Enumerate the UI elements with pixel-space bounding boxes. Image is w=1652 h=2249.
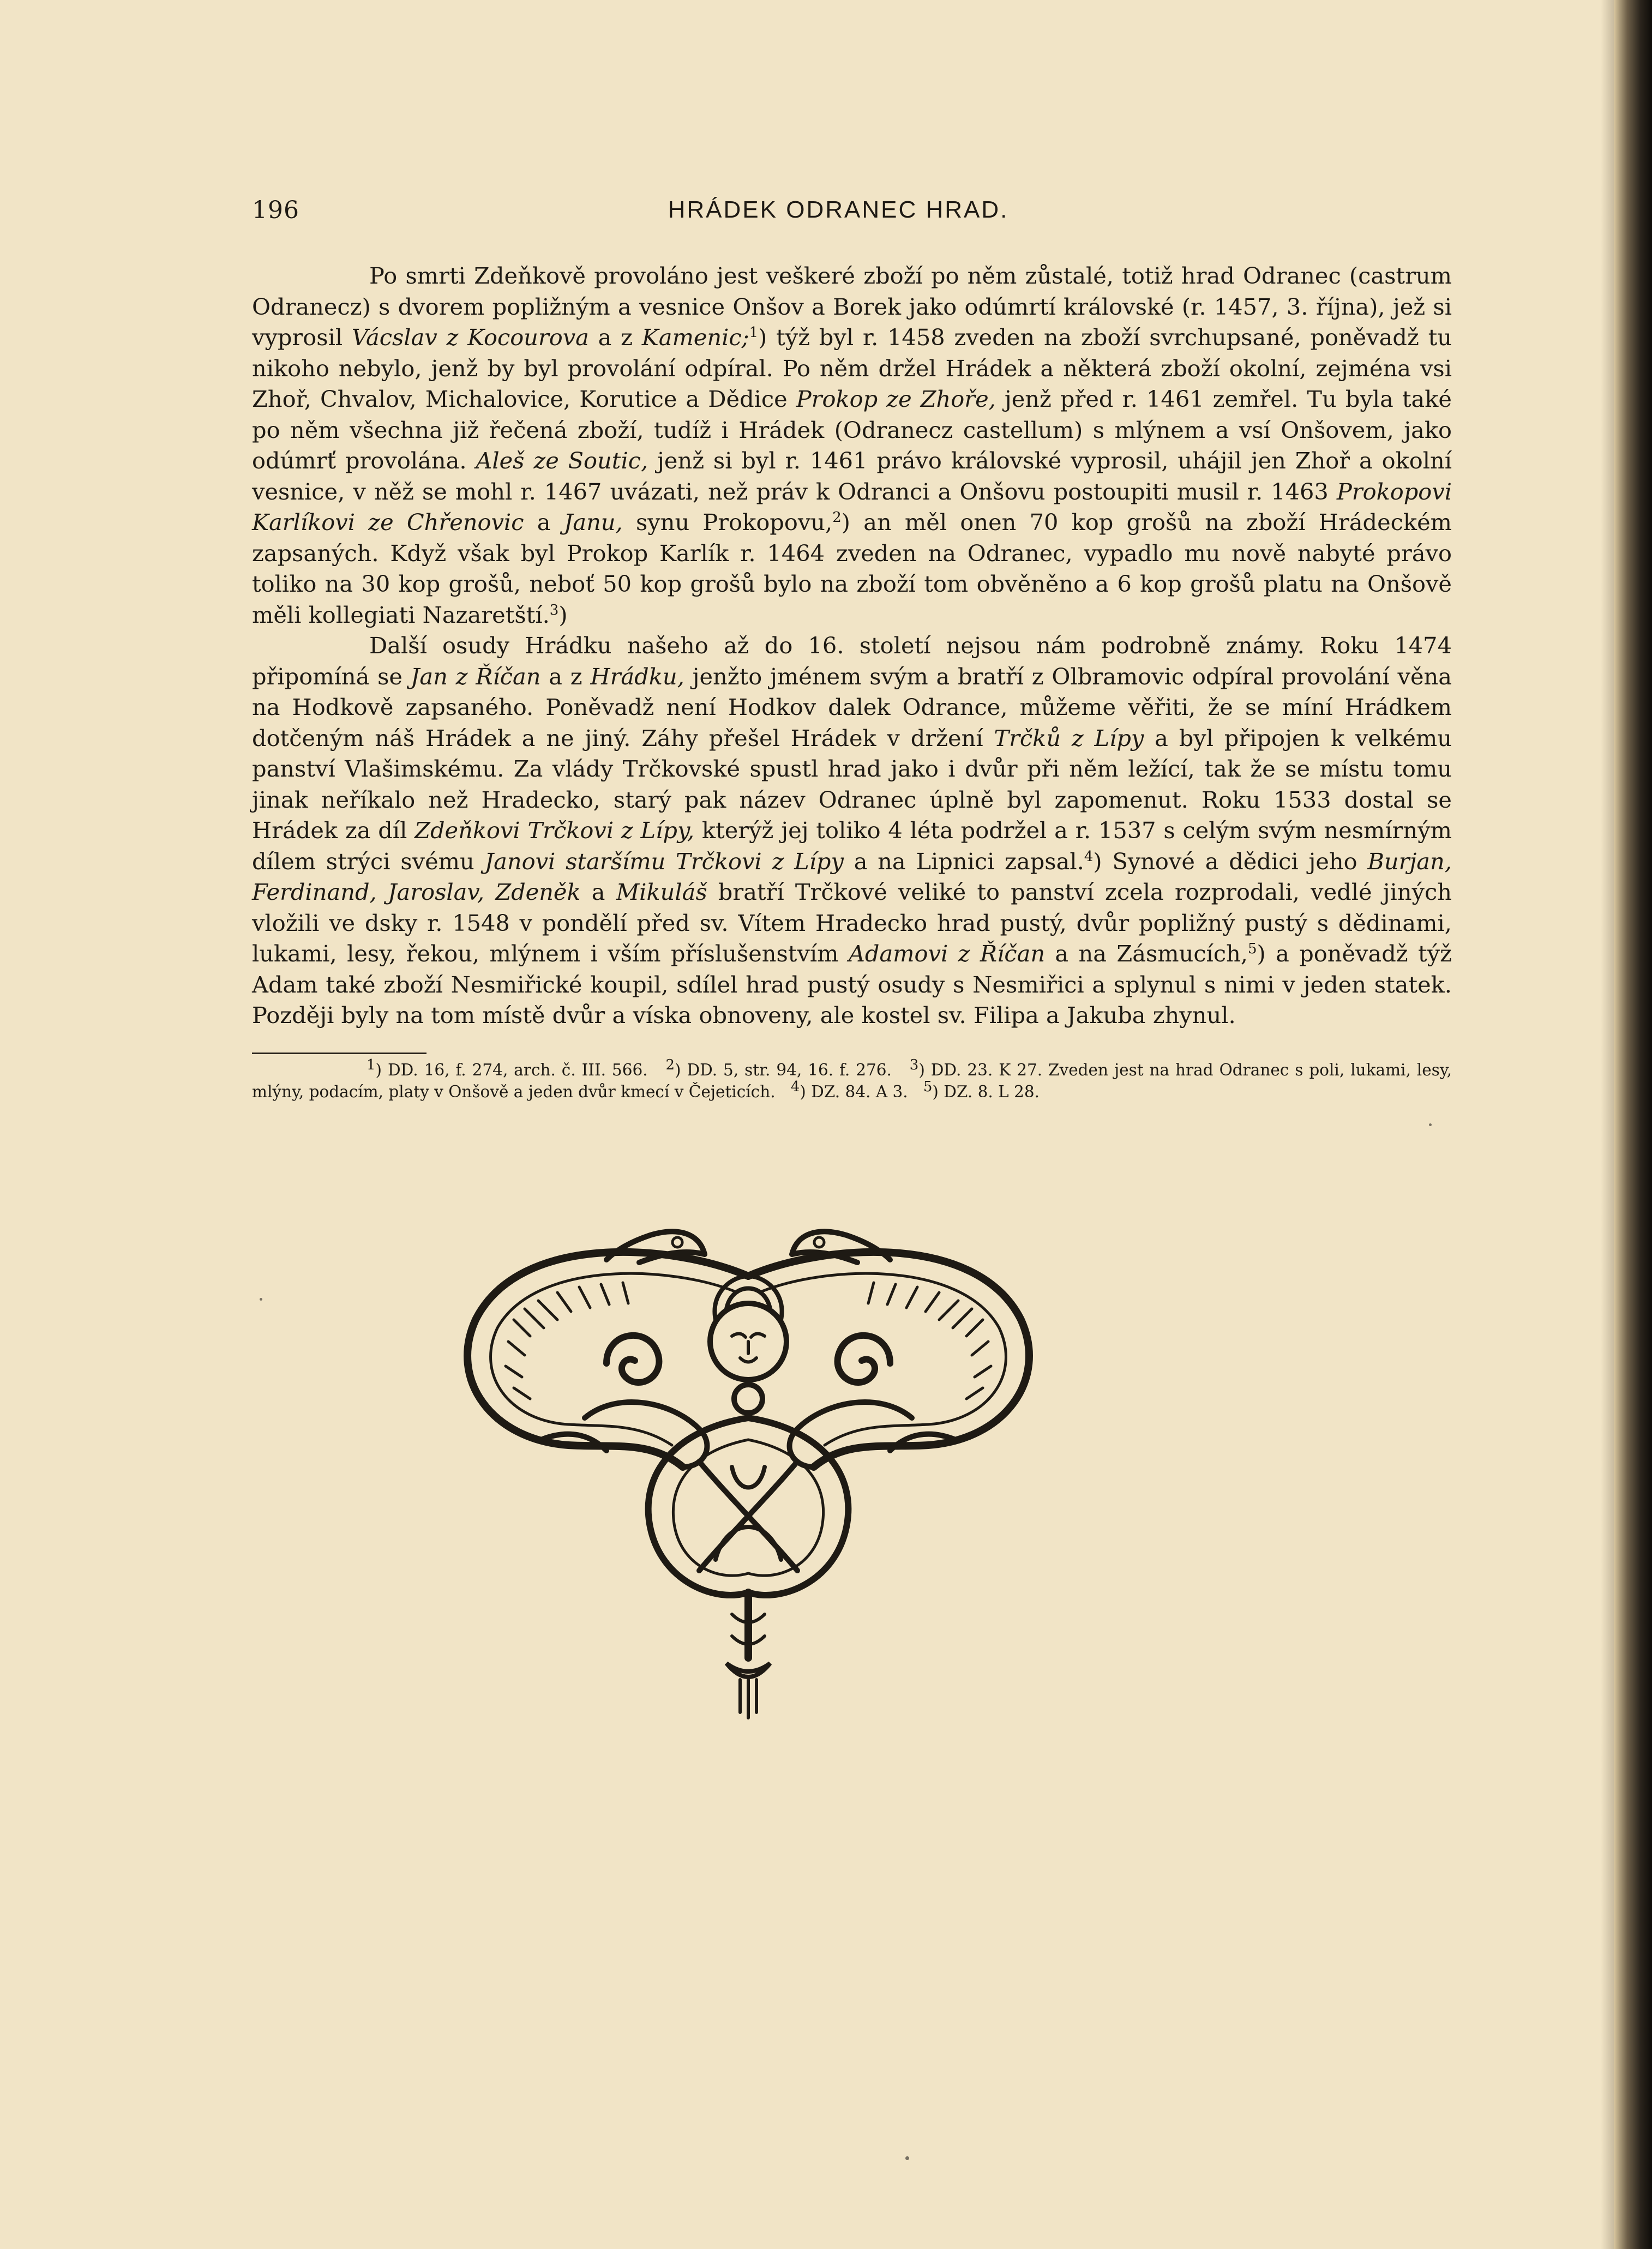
place-name: Kamenic;: [641, 324, 749, 351]
text-run: bratří Trčkové veliké to panství zcela rozprodali, vedlé jiných vložili ve dsky r. 1548 v pondělí před sv. Vítem Hradecko hrad pustý, dvůr popližný pustý s dědinami, lukami, lesy, řekou, mlýnem i vším příslušenstvím: [252, 879, 1452, 967]
footnote-2: ) DD. 5, str. 94, 16. f. 276.: [675, 1061, 892, 1079]
footnote-marker: 2: [665, 1057, 675, 1074]
text-run: kterýž jej toliko 4 léta podržel a r. 1537 s celým svým nesmírným dílem strýci svému: [252, 817, 1452, 875]
person-name: Zdeňkovi Trčkovi z Lípy,: [414, 817, 695, 844]
person-name: Prokop ze Zhoře,: [796, 386, 996, 412]
person-name: Mikuláš: [616, 879, 707, 905]
text-run: a: [580, 879, 616, 905]
person-name: Janovi staršímu Trčkovi z Lípy: [484, 847, 844, 875]
footnote-3: ) DD. 23. K 27. Zveden jest na hrad Odranec s poli, lukami, lesy, mlýny, podacím, platy v Onšově a jeden dvůr kmecí v Čejeticích.: [252, 1061, 1452, 1101]
footnotes: [252, 1059, 1452, 1103]
text-run: a byl připojen k velkému panství Vlašimskému. Za vlády Trčkovské spustl hrad jako i dvůr při něm ležící, tak že se místu tomu jinak neříkalo než Hradecko, starý pak název Odranec úplně byl zapomenut. Roku 1533 dostal se Hrádek za díl: [252, 724, 1452, 844]
person-name: Aleš ze Soutic,: [476, 447, 648, 474]
paper-speck: [905, 2156, 909, 2160]
text-run: ) an měl onen 70 kop grošů na zboží Hrádeckém zapsaných. Když však byl Prokop Karlík r. 1464 zveden na Odranec, vypadlo mu nově nabyté právo toliko na 30 kop grošů, neboť 50 kop grošů bylo na zboží tom obvěněno a 6 kop grošů platu na Onšově měli kollegiati Nazaretští.: [252, 509, 1452, 628]
running-title: HRÁDEK ODRANEC HRAD.: [668, 196, 1009, 223]
paragraph-1: [252, 261, 1452, 630]
text-run: ) týž byl r. 1458 zveden na zboží svrchupsané, poněvadž tu nikoho nebylo, jenž by byl provolání odpíral. Po něm držel Hrádek a některá zboží okolní, zejména vsi Zhoř, Chvalov, Michalovice, Korutice a Dědice: [252, 324, 1452, 412]
footnote-ref: 3: [549, 602, 559, 618]
text-run: Další osudy Hrádku našeho až do 16. století nejsou nám podrobně známy. Roku 1474 připomíná se: [252, 632, 1452, 690]
person-names: Burjan, Ferdinand, Jaroslav, Zdeněk: [252, 847, 1452, 905]
footnote-ref: 1: [749, 324, 759, 341]
paper-speck: [1429, 1123, 1432, 1126]
text-run: jenž si byl r. 1461 právo královské vyprosil, uhájil jen Zhoř a okolní vesnice, v něž se mohl r. 1467 uvázati, než práv k Odranci a Onšovu postoupiti musil r. 1463: [252, 447, 1452, 505]
text-run: a na Zásmucích,: [1045, 940, 1248, 967]
text-run: ) Synové a dědici jeho: [1093, 847, 1368, 875]
page-header: [252, 196, 1425, 240]
footnote-ref: 2: [832, 509, 842, 526]
text-run: jenžto jménem svým a bratří z Olbramovic odpíral provolání věna na Hodkově zapsaného. Poněvadž není Hodkov dalek Odrance, můžeme věřiti, že se míní Hrádkem dotčeným náš Hrádek a ne jiný. Záhy přešel Hrádek v držení: [252, 663, 1452, 751]
paper-speck: [260, 1298, 262, 1301]
text-run: jenž před r. 1461 zemřel. Tu byla také po něm všechna již řečená zboží, tudíž i Hrádek (Odranecz castellum) s mlýnem a vsí Onšovem, jako odúmrť provolána.: [252, 386, 1452, 474]
footnote-ref: 4: [1084, 848, 1094, 865]
text-run: synu Prokopovu,: [622, 509, 833, 536]
book-spine-edge: [1614, 0, 1652, 2249]
person-name: Prokopovi Karlíkovi ze Chřenovic: [252, 478, 1452, 536]
person-name: Jan z Říčan: [410, 663, 541, 690]
person-name: Vácslav z Kocourova: [351, 324, 589, 351]
footnote-block: [252, 1059, 1452, 1103]
person-name: Janu,: [563, 509, 623, 536]
footnote-4: ) DZ. 84. A 3.: [800, 1083, 908, 1101]
ornament-vignette-icon: [443, 1211, 1054, 1723]
family-name: Trčků z Lípy: [994, 724, 1144, 751]
text-run: ) a poněvadž týž Adam také zboží Nesmiřické koupil, sdílel hrad pustý osudy s Nesmiřici a splynul s nimi v jeden statek. Později byly na tom místě dvůr a víska obnoveny, ale kostel sv. Filipa a Jakuba zhynul.: [252, 940, 1452, 1029]
text-run: Po smrti Zdeňkově provoláno jest veškeré zboží po něm zůstalé, totiž hrad Odranec (castrum Odranecz) s dvorem popližným a vesnice Onšov a Borek jako odúmrtí královské (r. 1457, 3. října), jež si vyprosil: [252, 262, 1452, 351]
footnote-marker: 1: [367, 1057, 376, 1074]
footnote-5: ) DZ. 8. L 28.: [932, 1083, 1040, 1101]
footnote-marker: 3: [909, 1057, 919, 1074]
footnote-ref: 5: [1248, 941, 1257, 958]
footnote-1: ) DD. 16, f. 274, arch. č. III. 566.: [375, 1061, 648, 1079]
main-text: [252, 261, 1452, 1031]
footnote-marker: 4: [790, 1079, 800, 1096]
page-gutter-shadow: [1601, 0, 1614, 2249]
footnote-marker: 5: [923, 1079, 933, 1096]
text-run: a: [524, 509, 564, 536]
paragraph-2: [252, 630, 1452, 1031]
text-run: a z: [588, 324, 642, 351]
place-name: Hrádku,: [590, 663, 684, 690]
text-run: a z: [540, 663, 591, 690]
person-name: Adamovi z Říčan: [848, 940, 1046, 967]
text-run: a na Lipnici zapsal.: [843, 847, 1084, 875]
footnote-rule: [252, 1053, 426, 1054]
page-number: 196: [252, 196, 299, 224]
text-run: ): [558, 601, 568, 628]
